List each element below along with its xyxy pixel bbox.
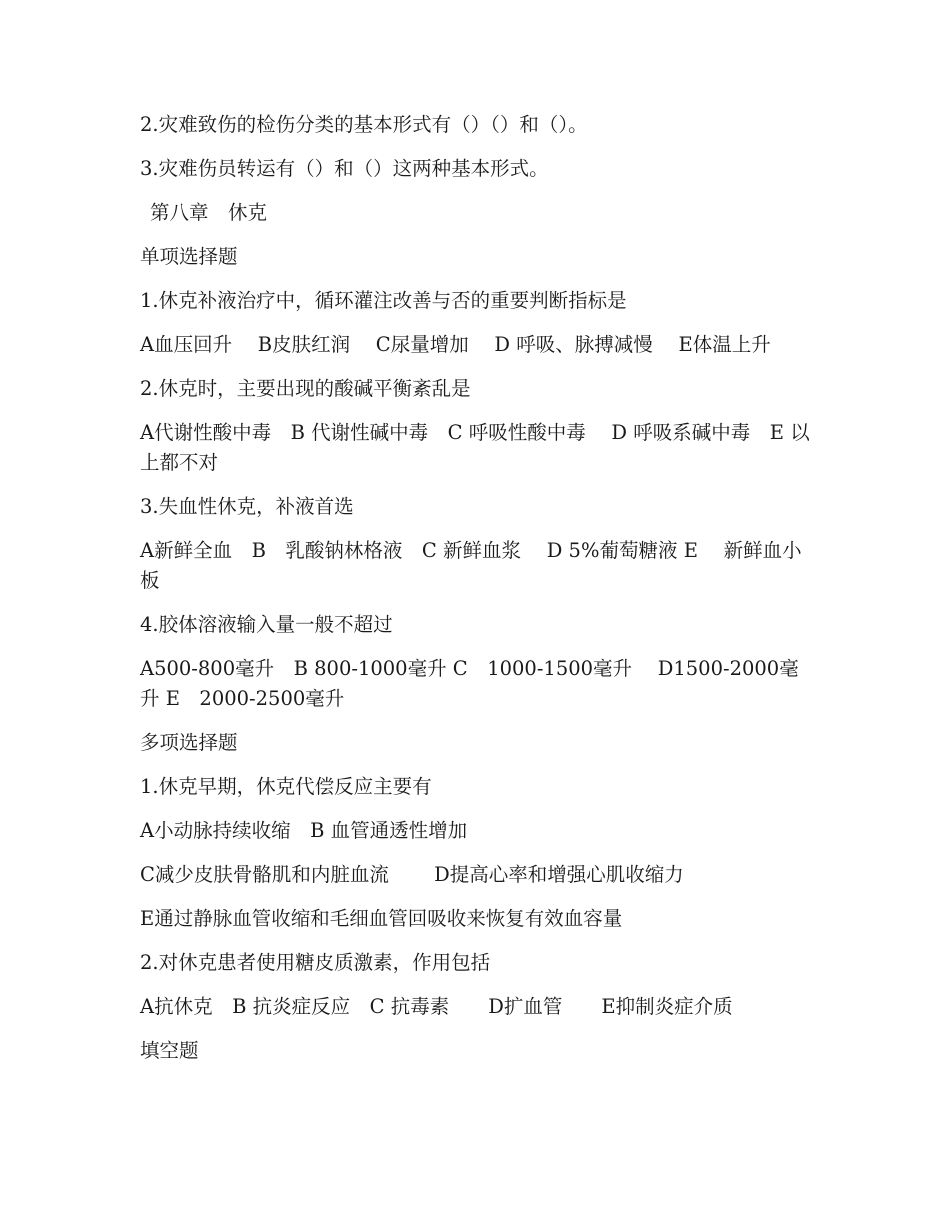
options-single-1: A血压回升 B皮肤红润 C尿量增加 D 呼吸、脉搏减慢 E体温上升 — [140, 333, 771, 356]
question-single-3: 3.失血性休克，补液首选 — [140, 495, 354, 518]
options-single-4: A500-800毫升 B 800-1000毫升 C 1000-1500毫升 D1500-2000毫升 E 2000-2500毫升 — [140, 657, 799, 710]
section-heading-single-choice: 单项选择题 — [140, 245, 238, 268]
question-multi-1: 1.休克早期，休克代偿反应主要有 — [140, 775, 432, 798]
options-multi-2: A抗休克 B 抗炎症反应 C 抗毒素 D扩血管 E抑制炎症介质 — [140, 995, 733, 1018]
question-fill-2: 2.灾难致伤的检伤分类的基本形式有（）（）和（）。 — [140, 113, 588, 136]
question-single-1: 1.休克补液治疗中，循环灌注改善与否的重要判断指标是 — [140, 289, 627, 312]
section-heading-multiple-choice: 多项选择题 — [140, 731, 238, 754]
question-single-2: 2.休克时，主要出现的酸碱平衡紊乱是 — [140, 377, 471, 400]
document-body — [140, 110, 812, 1080]
section-heading-fill-blank: 填空题 — [140, 1039, 199, 1062]
options-multi-1-cd: C减少皮肤骨骼肌和内脏血流 D提高心率和增强心肌收缩力 — [140, 863, 684, 886]
chapter-heading: 第八章 休克 — [150, 201, 268, 224]
question-multi-2: 2.对休克患者使用糖皮质激素，作用包括 — [140, 951, 491, 974]
question-single-4: 4.胶体溶液输入量一般不超过 — [140, 613, 393, 636]
options-single-2: A代谢性酸中毒 B 代谢性碱中毒 C 呼吸性酸中毒 D 呼吸系碱中毒 E 以上都不对 — [140, 421, 810, 474]
options-multi-1-e: E通过静脉血管收缩和毛细血管回吸收来恢复有效血容量 — [140, 907, 623, 930]
question-fill-3: 3.灾难伤员转运有（）和（）这两种基本形式。 — [140, 157, 549, 180]
options-single-3: A新鲜全血 B 乳酸钠林格液 C 新鲜血浆 D 5%葡萄糖液 E 新鲜血小板 — [140, 539, 802, 592]
options-multi-1-ab: A小动脉持续收缩 B 血管通透性增加 — [140, 819, 468, 842]
